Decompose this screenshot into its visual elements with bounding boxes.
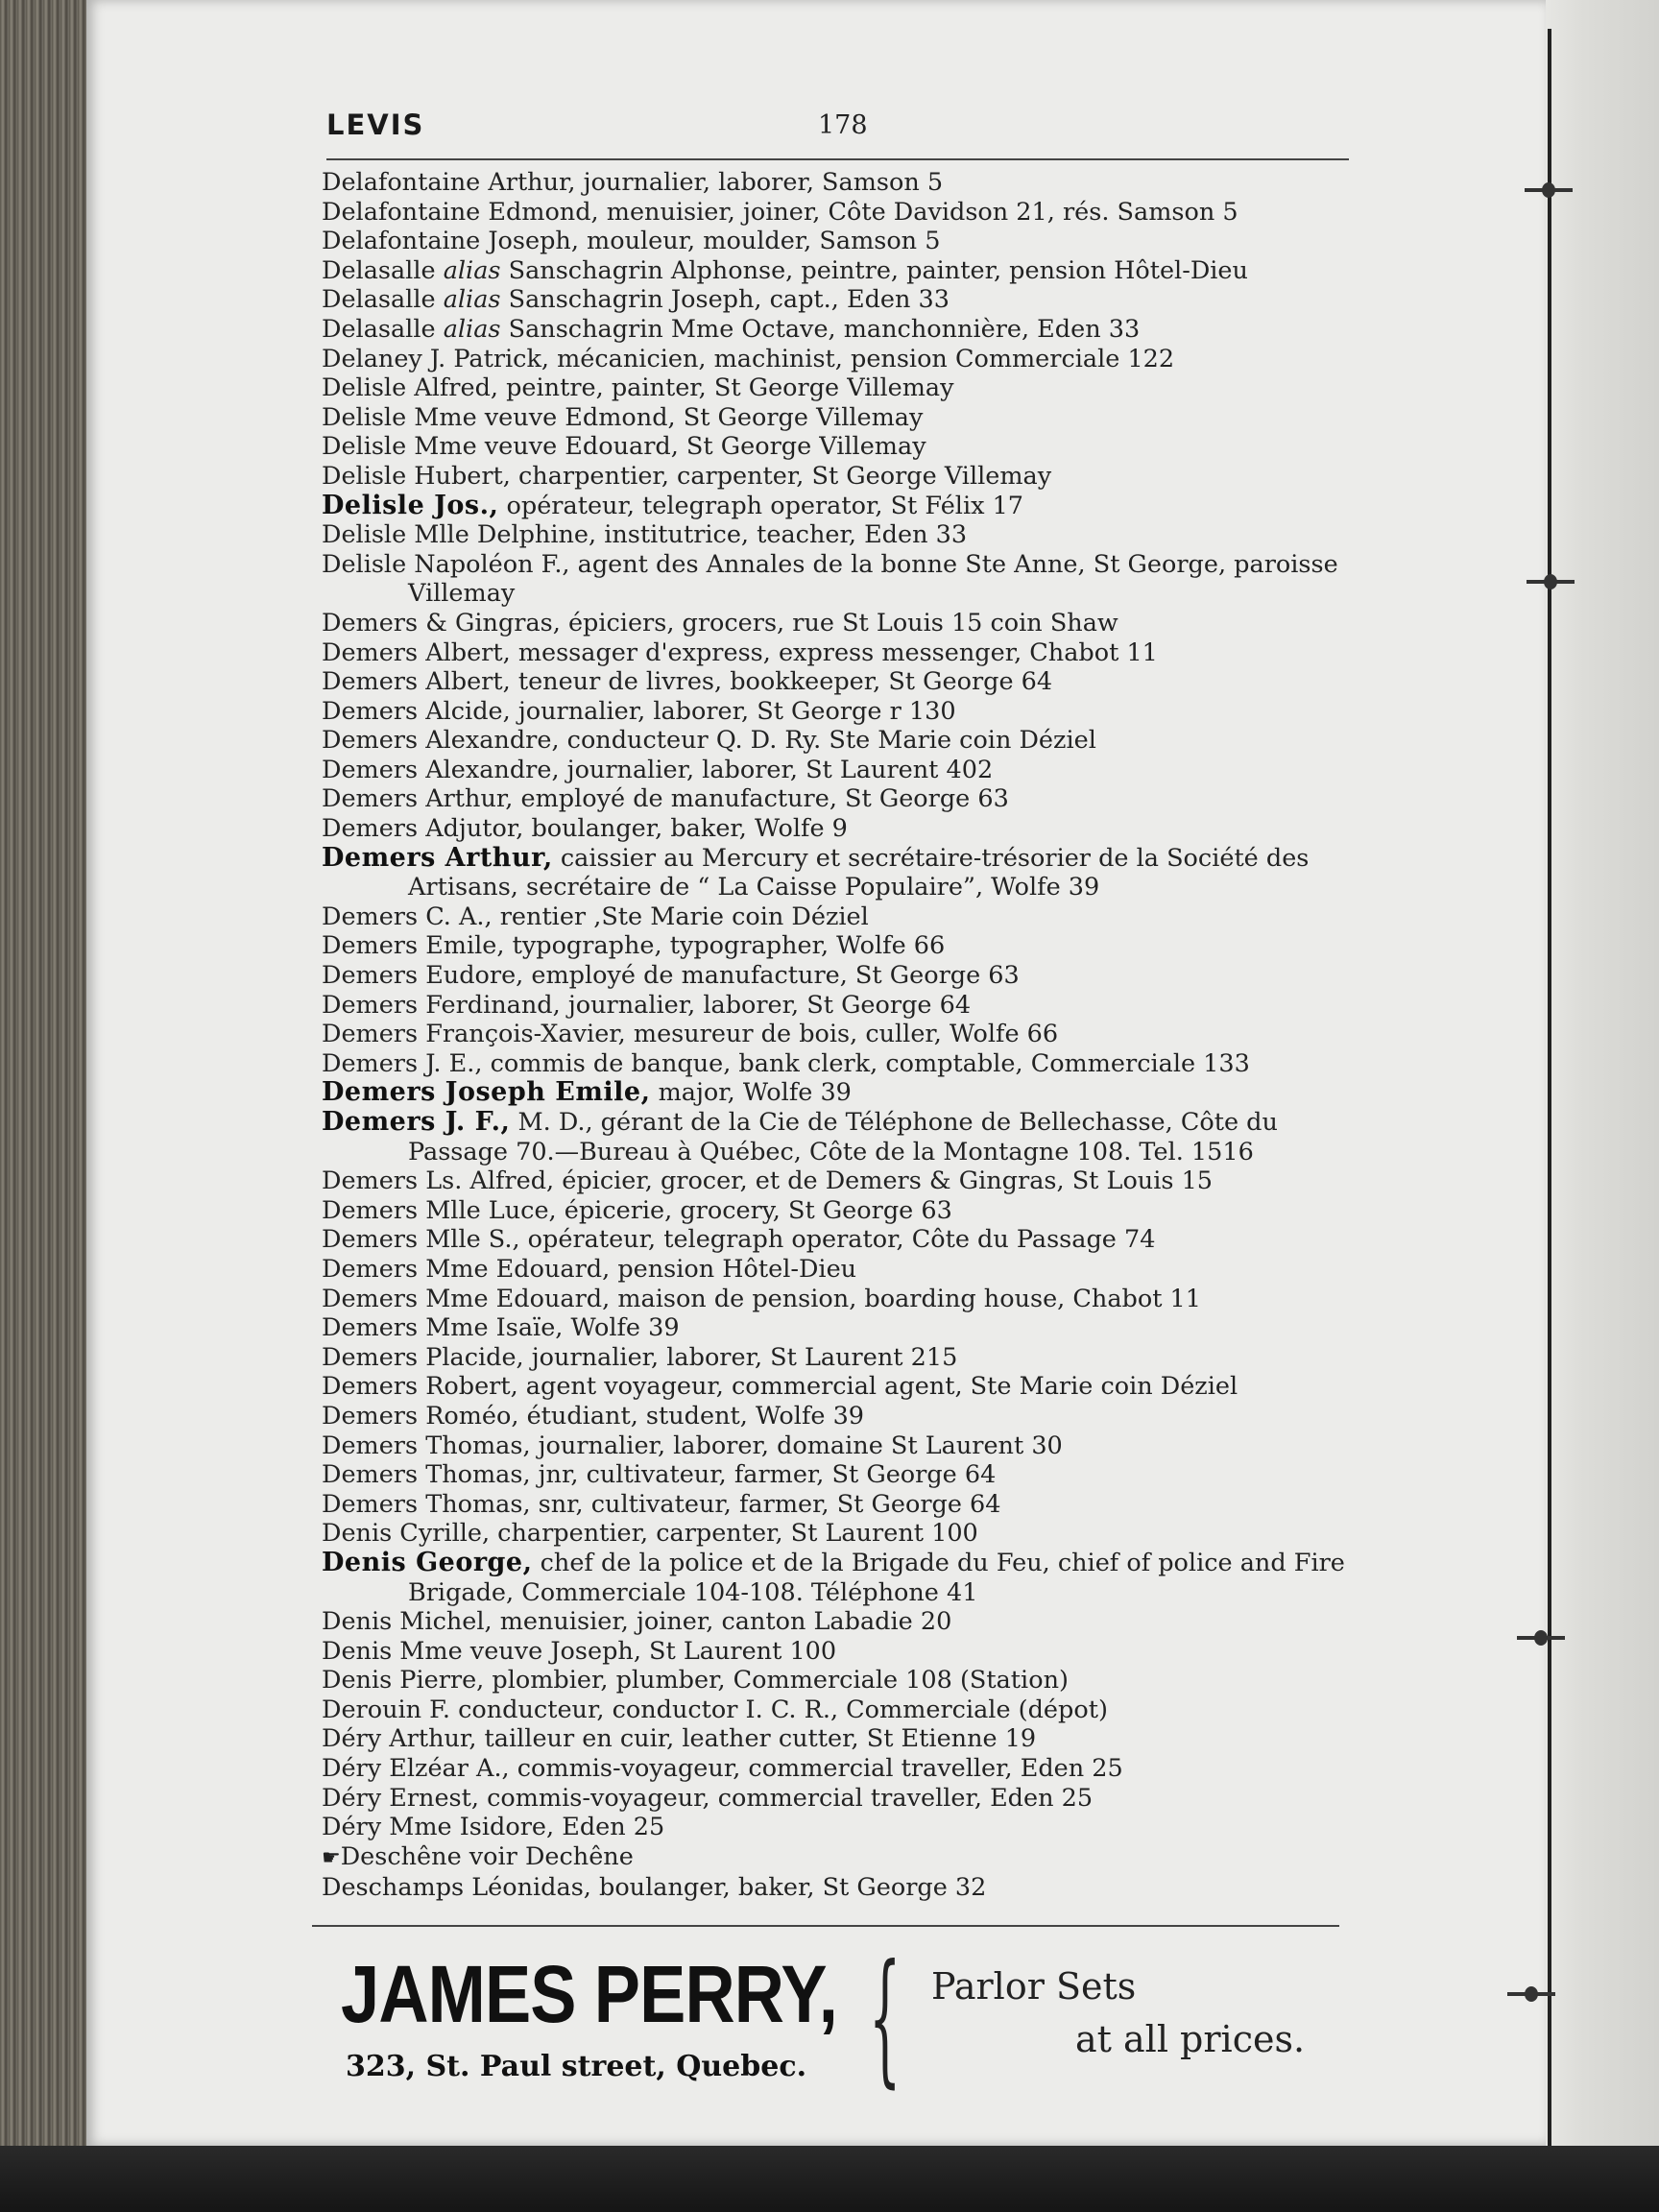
entry-text: Delisle Mlle Delphine, institutrice, teacher, Eden 33	[322, 520, 968, 550]
entry-text: Déry Arthur, tailleur en cuir, leather cutter, St Etienne 19	[322, 1724, 1037, 1754]
entry-text: Deschamps Léonidas, boulanger, baker, St George 32	[322, 1873, 987, 1903]
directory-entry	[322, 961, 1358, 991]
entry-text: Demers Adjutor, boulanger, baker, Wolfe 9	[322, 814, 848, 844]
entry-text: Demers Alexandre, conducteur Q. D. Ry. Ste Marie coin Déziel	[322, 726, 1096, 756]
entry-text: Demers Ls. Alfred, épicier, grocer, et de Demers & Gingras, St Louis 15	[322, 1166, 1214, 1196]
entry-text: Demers Mme Isaïe, Wolfe 39	[322, 1313, 680, 1343]
directory-entry	[322, 756, 1358, 785]
entry-text: Demers Mme Edouard, pension Hôtel-Dieu	[322, 1254, 857, 1284]
entry-text: Déry Mme Isidore, Eden 25	[322, 1813, 665, 1842]
directory-entry	[322, 1490, 1358, 1520]
directory-entry	[322, 1695, 1358, 1725]
directory-entry	[322, 1225, 1358, 1255]
directory-entry	[322, 1255, 1358, 1285]
page-header	[326, 108, 1349, 160]
entry-text: Delisle Mme veuve Edouard, St George Villemay	[322, 432, 926, 462]
directory-entry	[322, 1607, 1358, 1637]
directory-entry	[322, 902, 1358, 932]
entry-prefix: Delasalle	[322, 314, 444, 344]
entry-text: Demers Thomas, journalier, laborer, domaine St Laurent 30	[322, 1431, 1063, 1460]
entry-text: Demers Mlle S., opérateur, telegraph operator, Côte du Passage 74	[322, 1225, 1156, 1255]
entry-text: Demers Thomas, snr, cultivateur, farmer, St George 64	[322, 1489, 1001, 1519]
entry-text: Demers Albert, messager d'express, express messenger, Chabot 11	[322, 637, 1158, 667]
directory-entry	[322, 1313, 1358, 1343]
directory-entry	[322, 227, 1358, 256]
directory-entry	[322, 1842, 1358, 1874]
entry-name-bold: Demers Arthur,	[322, 842, 553, 873]
brace-icon: {	[869, 1935, 902, 2102]
entry-text: Delisle Napoléon F., agent des Annales de la bonne Ste Anne, St George, paroisse Villemay	[322, 549, 1338, 609]
directory-entry	[322, 1784, 1358, 1814]
entry-name-bold: Demers J. F.,	[322, 1107, 511, 1137]
facing-page-edge	[1546, 0, 1659, 2212]
directory-entry	[322, 345, 1358, 374]
entry-text: Demers Emile, typographe, typographer, Wolfe 66	[322, 931, 946, 961]
entry-text: caissier au Mercury et secrétaire-trésorier de la Société des Artisans, secrétaire de “ La Caisse Populaire”, Wolfe 39	[408, 843, 1310, 902]
entry-text: Denis Michel, menuisier, joiner, canton Labadie 20	[322, 1607, 952, 1637]
directory-entry	[322, 1108, 1358, 1166]
directory-entry	[322, 198, 1358, 228]
entry-text: Sanschagrin Alphonse, peintre, painter, pension Hôtel-Dieu	[500, 255, 1248, 285]
pointing-hand-icon: ☛	[322, 1845, 341, 1870]
binding-stitch	[1517, 1636, 1565, 1640]
directory-entry	[322, 373, 1358, 403]
entry-text: Demers Albert, teneur de livres, bookkeeper, St George 64	[322, 667, 1053, 697]
book-page-edges	[0, 0, 91, 2212]
entry-text: Demers François-Xavier, mesureur de bois, culler, Wolfe 66	[322, 1020, 1059, 1049]
entry-name-bold: Denis George,	[322, 1547, 533, 1577]
directory-entry	[322, 492, 1358, 521]
entry-text: Demers Alcide, journalier, laborer, St George r 130	[322, 696, 956, 726]
directory-entry	[322, 1343, 1358, 1373]
directory-entry	[322, 1637, 1358, 1667]
directory-entry	[322, 1285, 1358, 1314]
directory-entry	[322, 1196, 1358, 1226]
entry-text: Demers Mlle Luce, épicerie, grocery, St George 63	[322, 1195, 952, 1225]
directory-entry	[322, 403, 1358, 433]
directory-entry	[322, 726, 1358, 756]
directory-entry	[322, 1549, 1358, 1607]
advertisement	[312, 1925, 1339, 2102]
binding-stitch	[1507, 1992, 1555, 1996]
page-number: 178	[818, 110, 868, 140]
entry-text: chef de la police et de la Brigade du Feu, chief of police and Fire Brigade, Commerciale 104-108. Téléphone 41	[408, 1548, 1345, 1607]
directory-entry	[322, 1431, 1358, 1461]
directory-entry	[322, 1049, 1358, 1079]
directory-entry	[322, 285, 1358, 315]
entry-prefix: Delasalle	[322, 285, 444, 315]
directory-entry	[322, 1724, 1358, 1754]
directory-entry	[322, 931, 1358, 961]
entry-text: Denis Pierre, plombier, plumber, Commerciale 108 (Station)	[322, 1666, 1069, 1695]
directory-entries	[322, 168, 1358, 1903]
entry-text: Delafontaine Arthur, journalier, laborer, Samson 5	[322, 168, 944, 197]
directory-entry	[322, 1519, 1358, 1549]
entry-prefix: Delasalle	[322, 255, 444, 285]
scan-bottom-border	[0, 2146, 1659, 2212]
entry-text: Derouin F. conducteur, conductor I. C. R., Commerciale (dépot)	[322, 1695, 1108, 1724]
directory-entry	[322, 991, 1358, 1021]
entry-text: Delisle Alfred, peintre, painter, St George Villemay	[322, 373, 954, 403]
directory-entry	[322, 1402, 1358, 1431]
entry-text: Déry Elzéar A., commis-voyageur, commercial traveller, Eden 25	[322, 1754, 1123, 1784]
entry-text: Demers J. E., commis de banque, bank clerk, comptable, Commerciale 133	[322, 1048, 1250, 1078]
directory-entry	[322, 1166, 1358, 1196]
directory-entry	[322, 1666, 1358, 1695]
directory-entry	[322, 1873, 1358, 1903]
entry-text: Delisle Mme veuve Edmond, St George Villemay	[322, 402, 924, 432]
directory-entry	[322, 1020, 1358, 1049]
entry-text: Demers Placide, journalier, laborer, St Laurent 215	[322, 1342, 958, 1372]
directory-entry	[322, 609, 1358, 638]
entry-text: Demers Alexandre, journalier, laborer, St Laurent 402	[322, 755, 994, 784]
directory-entry	[322, 315, 1358, 345]
entry-text: Demers Eudore, employé de manufacture, St George 63	[322, 961, 1020, 991]
entry-text: opérateur, telegraph operator, St Félix 17	[498, 491, 1024, 520]
directory-entry	[322, 697, 1358, 727]
entry-text: M. D., gérant de la Cie de Téléphone de Bellechasse, Côte du Passage 70.—Bureau à Québec, Côte de la Montagne 108. Tel. 1516	[408, 1108, 1278, 1166]
directory-entry	[322, 1460, 1358, 1490]
entry-italic: alias	[443, 255, 501, 285]
entry-italic: alias	[443, 314, 501, 344]
ad-business-name: JAMES PERRY,	[341, 1949, 837, 2039]
entry-text: Déry Ernest, commis-voyageur, commercial traveller, Eden 25	[322, 1783, 1094, 1813]
directory-entry	[322, 667, 1358, 697]
ad-tagline-1: Parlor Sets	[931, 1965, 1137, 2008]
directory-entry	[322, 638, 1358, 668]
entry-text: Sanschagrin Joseph, capt., Eden 33	[500, 285, 950, 315]
entry-text: Sanschagrin Mme Octave, manchonnière, Eden 33	[500, 314, 1141, 344]
entry-italic: alias	[443, 285, 501, 315]
entry-name-bold: Delisle Jos.,	[322, 490, 499, 520]
ad-tagline-2: at all prices.	[1075, 2018, 1306, 2060]
entry-text: Demers Mme Edouard, maison de pension, boarding house, Chabot 11	[322, 1284, 1202, 1313]
entry-name-bold: Demers Joseph Emile,	[322, 1077, 651, 1108]
directory-entry	[322, 520, 1358, 550]
directory-entry	[322, 1813, 1358, 1842]
directory-entry	[322, 462, 1358, 492]
directory-entry	[322, 550, 1358, 609]
directory-entry	[322, 256, 1358, 286]
entry-text: Demers Thomas, jnr, cultivateur, farmer, St George 64	[322, 1460, 997, 1490]
entry-text: Demers Robert, agent voyageur, commercial agent, Ste Marie coin Déziel	[322, 1372, 1238, 1402]
entry-text: Demers Ferdinand, journalier, laborer, St George 64	[322, 990, 972, 1020]
directory-entry	[322, 814, 1358, 844]
entry-text: Demers & Gingras, épiciers, grocers, rue St Louis 15 coin Shaw	[322, 608, 1118, 637]
directory-entry	[322, 784, 1358, 814]
running-head: LEVIS	[326, 108, 425, 141]
entry-text: Deschêne voir Dechêne	[340, 1841, 634, 1871]
binding-line	[1548, 29, 1551, 2208]
binding-stitch	[1525, 188, 1573, 192]
entry-text: Delaney J. Patrick, mécanicien, machinist, pension Commerciale 122	[322, 344, 1175, 373]
entry-text: major, Wolfe 39	[650, 1078, 852, 1108]
directory-entry	[322, 168, 1358, 198]
directory-entry	[322, 1372, 1358, 1402]
directory-entry	[322, 1078, 1358, 1108]
entry-text: Delafontaine Joseph, mouleur, moulder, Samson 5	[322, 227, 941, 256]
entry-text: Delafontaine Edmond, menuisier, joiner, Côte Davidson 21, rés. Samson 5	[322, 197, 1238, 227]
entry-text: Demers Arthur, employé de manufacture, St George 63	[322, 784, 1009, 814]
entry-text: Denis Mme veuve Joseph, St Laurent 100	[322, 1636, 837, 1666]
entry-text: Denis Cyrille, charpentier, carpenter, St Laurent 100	[322, 1519, 978, 1549]
entry-text: Delisle Hubert, charpentier, carpenter, St George Villemay	[322, 461, 1052, 491]
directory-entry	[322, 844, 1358, 902]
ad-address: 323, St. Paul street, Quebec.	[346, 2050, 807, 2083]
entry-text: Demers C. A., rentier ,Ste Marie coin Déziel	[322, 902, 869, 931]
entry-text: Demers Roméo, étudiant, student, Wolfe 39	[322, 1401, 865, 1431]
binding-stitch	[1527, 580, 1575, 584]
directory-entry	[322, 432, 1358, 462]
directory-entry	[322, 1754, 1358, 1784]
